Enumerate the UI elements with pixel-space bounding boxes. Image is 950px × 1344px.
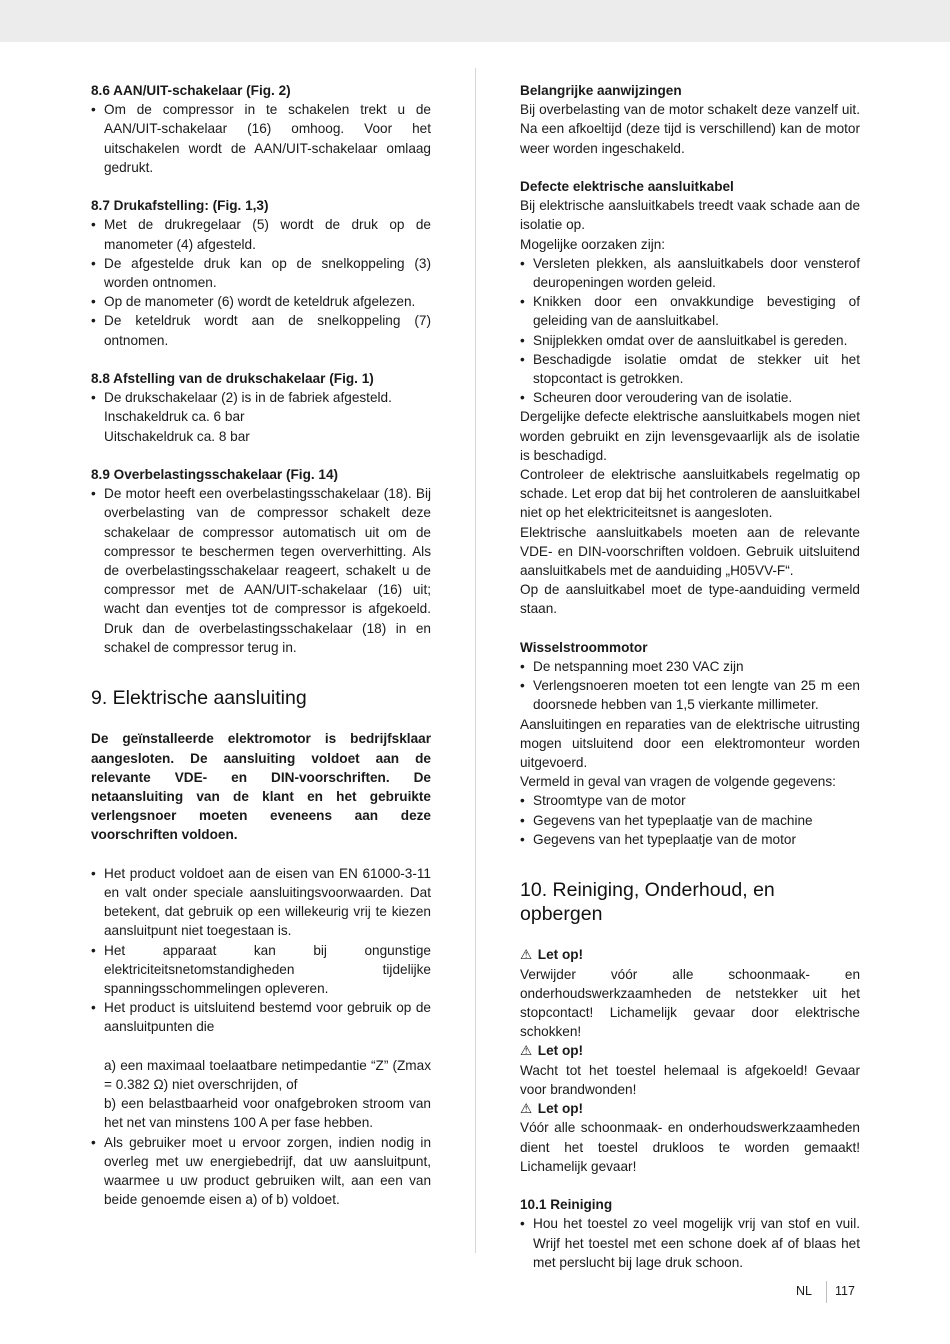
- warning-text: Wacht tot het toestel helemaal is afgekoeld! Gevaar voor brandwonden!: [520, 1062, 860, 1097]
- section-10-1-title: 10.1 Reiniging: [520, 1197, 613, 1213]
- list-item: • Hou het toestel zo veel mogelijk vrij van stof en vuil. Wrijf het toestel met een schone doek af of blaas het met perslucht bij lage druk schoon.: [520, 1214, 860, 1272]
- section-8-7-title: 8.7 Drukafstelling: (Fig. 1,3): [91, 198, 269, 214]
- list-item: • Het apparaat kan bij ongunstige elektriciteitsnetomstandigheden tijdelijke spanningsschommelingen opleveren.: [91, 941, 431, 999]
- important-notes-title: Belangrijke aanwijzingen: [520, 83, 682, 98]
- defective-cable-title: Defecte elektrische aansluitkabel: [520, 179, 734, 194]
- list-item: • Gegevens van het typeplaatje van de machine: [520, 811, 860, 830]
- warning-triangle-icon: ⚠: [520, 947, 533, 963]
- warning-text: Verwijder vóór alle schoonmaak- en onderhoudswerkzaamheden de netstekker uit het stopcontact! Lichamelijk gevaar door elektrische schokken!: [520, 966, 860, 1040]
- condition-b: b) een belastbaarheid voor onafgebroken stroom van het net van minstens 100 A per fase hebben.: [104, 1096, 431, 1131]
- paragraph: Vermeld in geval van vragen de volgende gegevens:: [520, 774, 836, 790]
- section-8-9-title: 8.9 Overbelastingsschakelaar (Fig. 14): [91, 467, 339, 483]
- list-item: • Versleten plekken, als aansluitkabels door vensterof deuropeningen worden geleid.: [520, 254, 860, 292]
- column-divider: [475, 68, 476, 1253]
- section-10-1-list: [520, 1214, 860, 1272]
- footer-separator: [826, 1281, 827, 1303]
- section-8-7-list: [91, 215, 431, 349]
- list-item: • Knikken door een onvakkundige bevestiging of geleiding van de aansluitkabel.: [520, 292, 860, 330]
- list-item: • De afgestelde druk kan op de snelkoppeling (3) worden ontnomen.: [91, 254, 431, 292]
- right-column: [520, 81, 860, 1272]
- warning-triangle-icon: ⚠: [520, 1101, 533, 1117]
- list-item: • De netspanning moet 230 VAC zijn: [520, 657, 860, 676]
- list-item: • Met de drukregelaar (5) wordt de druk op de manometer (4) afgesteld.: [91, 215, 431, 253]
- list-item: • Als gebruiker moet u ervoor zorgen, indien nodig in overleg met uw energiebedrijf, dat uw aansluitpunt, waarmee u uw product gebruiken wilt, aan een van beide genoemde eisen a) of b) voldoet.: [91, 1133, 431, 1210]
- list-item: • Snijplekken omdat over de aansluitkabel is gereden.: [520, 331, 860, 350]
- language-code: NL: [796, 1284, 812, 1298]
- important-notes-text: Bij overbelasting van de motor schakelt deze vanzelf uit. Na een afkoeltijd (deze tijd is verschillend) kan de motor weer worden ingeschakeld.: [520, 102, 860, 156]
- paragraph: Controleer de elektrische aansluitkabels regelmatig op schade. Let erop dat bij het controleren de aansluitkabel niet op het elektriciteitsnet is aangesloten.: [520, 467, 860, 521]
- list-item: • Verlengsnoeren moeten tot een lengte van 25 m een doorsnede hebben van 1,5 vierkante millimeter.: [520, 676, 860, 714]
- page-number: 117: [835, 1284, 855, 1298]
- list-item: • De motor heeft een overbelastingsschakelaar (18). Bij overbelasting van de compressor schakelt deze schakelaar de compressor automatisch uit om de compressor te beschermen tegen oververhitting. Als de overbelastingsschakelaar reageert, schakelt u de compressor met de AAN/UIT-schakelaar (16) uit; wacht dan eventjes tot de compressor is afgekoeld. Druk dan de overbelastingsschakelaar (18) in en schakel de compressor terug in.: [91, 484, 431, 657]
- paragraph: Elektrische aansluitkabels moeten aan de relevante VDE- en DIN-voorschriften voldoen. Gebruik uitsluitend aansluitkabels met de aanduiding „H05VV-F“.: [520, 524, 860, 579]
- list-item: • Scheuren door veroudering van de isolatie.: [520, 388, 860, 407]
- condition-a: a) een maximaal toelaatbare netimpedantie “Z” (Zmax = 0.382 Ω) niet overschrijden, of: [104, 1057, 431, 1093]
- section-8-6-title: 8.6 AAN/UIT-schakelaar (Fig. 2): [91, 83, 291, 98]
- paragraph: Op de aansluitkabel moet de type-aanduiding vermeld staan.: [520, 582, 860, 617]
- section-8-8-title: 8.8 Afstelling van de drukschakelaar (Fig. 1): [91, 371, 374, 387]
- section-9-intro: De geïnstalleerde elektromotor is bedrijfsklaar aangesloten. De aansluiting voldoet aan de relevante VDE- en DIN-voorschriften. De netaansluiting van de klant en het gebruikte verlengsnoer moeten eveneens aan deze voorschriften voldoen.: [91, 731, 431, 843]
- paragraph: Aansluitingen en reparaties van de elektrische uitrusting mogen uitsluitend door een elektromonteur worden uitgevoerd.: [520, 716, 860, 771]
- left-column: [91, 81, 431, 1209]
- top-bar: [0, 0, 950, 42]
- warning-label: Let op!: [537, 1043, 584, 1059]
- ac-motor-list: [520, 657, 860, 715]
- warning-text: Vóór alle schoonmaak- en onderhoudswerkzaamheden dient het toestel drukloos te worden gemaakt! Lichamelijk gevaar!: [520, 1120, 860, 1174]
- section-8-8-list: [91, 388, 431, 407]
- section-8-9-list: [91, 484, 431, 657]
- list-item: • Gegevens van het typeplaatje van de motor: [520, 830, 860, 849]
- section-9-list-2: [91, 1133, 431, 1210]
- list-item: • Beschadigde isolatie omdat de stekker uit het stopcontact is getrokken.: [520, 350, 860, 388]
- switch-on-pressure: Inschakeldruk ca. 6 bar: [104, 409, 245, 425]
- switch-off-pressure: Uitschakeldruk ca. 8 bar: [104, 428, 250, 444]
- warning-heading: [520, 945, 860, 964]
- list-item: • Om de compressor in te schakelen trekt u de AAN/UIT-schakelaar (16) omhoog. Voor het uitschakelen wordt de AAN/UIT-schakelaar omlaag gedrukt.: [91, 100, 431, 177]
- section-10-heading: 10. Reiniging, Onderhoud, en opbergen: [520, 879, 775, 926]
- warning-label: Let op!: [537, 947, 584, 963]
- section-8-6-list: [91, 100, 431, 177]
- list-item: • Het product is uitsluitend bestemd voor gebruik op de aansluitpunten die: [91, 998, 431, 1036]
- defective-cable-list: [520, 254, 860, 408]
- paragraph: Mogelijke oorzaken zijn:: [520, 236, 666, 252]
- list-item: • De drukschakelaar (2) is in de fabriek afgesteld.: [91, 388, 431, 407]
- ac-motor-title: Wisselstroommotor: [520, 639, 648, 655]
- warning-heading: [520, 1041, 860, 1060]
- section-9-heading: 9. Elektrische aansluiting: [91, 687, 307, 710]
- warning-triangle-icon: ⚠: [520, 1043, 533, 1059]
- paragraph: Bij elektrische aansluitkabels treedt vaak schade aan de isolatie op.: [520, 198, 860, 233]
- warning-heading: [520, 1099, 860, 1118]
- list-item: • Het product voldoet aan de eisen van EN 61000-3-11 en valt onder speciale aansluitingsvoorwaarden. Dat betekent, dat gebruik op een willekeurig vrij te kiezen aansluitpunt niet toegestaan is.: [91, 864, 431, 941]
- list-item: • Op de manometer (6) wordt de keteldruk afgelezen.: [91, 292, 431, 311]
- list-item: • Stroomtype van de motor: [520, 791, 860, 810]
- section-9-list: [91, 864, 431, 1037]
- paragraph: Dergelijke defecte elektrische aansluitkabels mogen niet worden gebruikt en zijn levensgevaarlijk als de isolatie is beschadigd.: [520, 409, 860, 463]
- warning-label: Let op!: [537, 1101, 584, 1117]
- ac-motor-data-list: [520, 791, 860, 849]
- page-footer: [0, 1284, 950, 1304]
- list-item: • De keteldruk wordt aan de snelkoppeling (7) ontnomen.: [91, 311, 431, 349]
